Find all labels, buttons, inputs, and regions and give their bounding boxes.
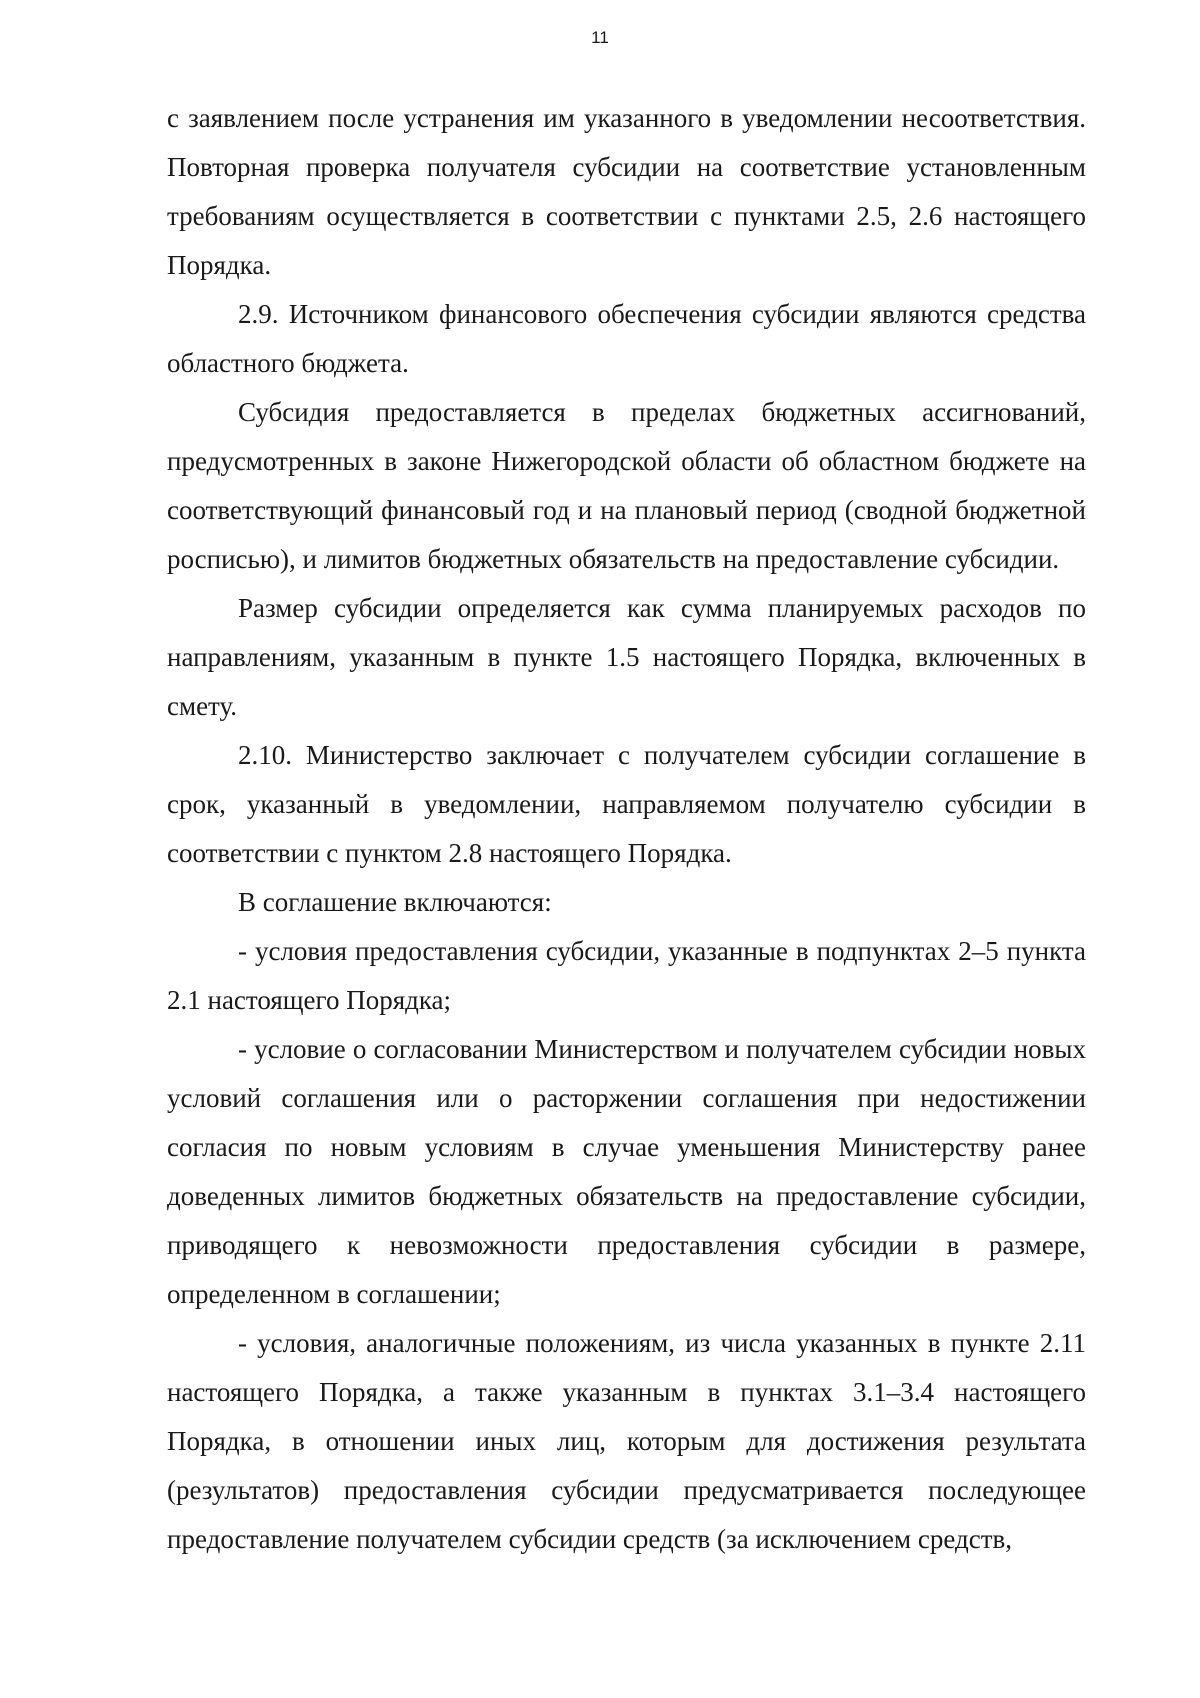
paragraph-agreement-includes: В соглашение включаются:	[238, 887, 552, 917]
page-number: 11	[591, 28, 609, 47]
list-item-agreement-changes: - условие о согласовании Министерством и получателем субсидии новых условий соглашения или о расторжении соглашения при недостижении согласия по новым условиям в случае уменьшения Министерству ранее доведенных лимитов бюджетных обязательств на предоставление субсидии, приводящего к невозможности предоставления субсидии в размере, определенном в соглашении;	[167, 1034, 1086, 1309]
paragraph-subsidy-amount: Размер субсидии определяется как сумма планируемых расходов по направлениям, указанным в пункте 1.5 настоящего Порядка, включенных в смету.	[167, 593, 1086, 721]
paragraph-2-10: 2.10. Министерство заключает с получателем субсидии соглашение в срок, указанный в уведомлении, направляемом получателю субсидии в соответствии с пунктом 2.8 настоящего Порядка.	[167, 740, 1086, 868]
list-item-conditions: - условия предоставления субсидии, указанные в подпунктах 2–5 пункта 2.1 настоящего Порядка;	[167, 936, 1086, 1015]
paragraph-subsidy-limits: Субсидия предоставляется в пределах бюджетных ассигнований, предусмотренных в законе Нижегородской области об областном бюджете на соответствующий финансовый год и на плановый период (сводной бюджетной росписью), и лимитов бюджетных обязательств на предоставление субсидии.	[167, 397, 1086, 574]
list-item-analogous-conditions: - условия, аналогичные положениям, из числа указанных в пункте 2.11 настоящего Порядка, а также указанным в пунктах 3.1–3.4 настоящего Порядка, в отношении иных лиц, которым для достижения результата (результатов) предоставления субсидии предусматривается последующее предоставление получателем субсидии средств (за исключением средств,	[167, 1328, 1086, 1554]
paragraph-continuation: с заявлением после устранения им указанного в уведомлении несоответствия. Повторная проверка получателя субсидии на соответствие установленным требованиям осуществляется в соответствии с пунктами 2.5, 2.6 настоящего Порядка.	[167, 103, 1086, 280]
document-body	[167, 94, 1086, 1564]
paragraph-2-9: 2.9. Источником финансового обеспечения субсидии являются средства областного бюджета.	[167, 299, 1086, 378]
